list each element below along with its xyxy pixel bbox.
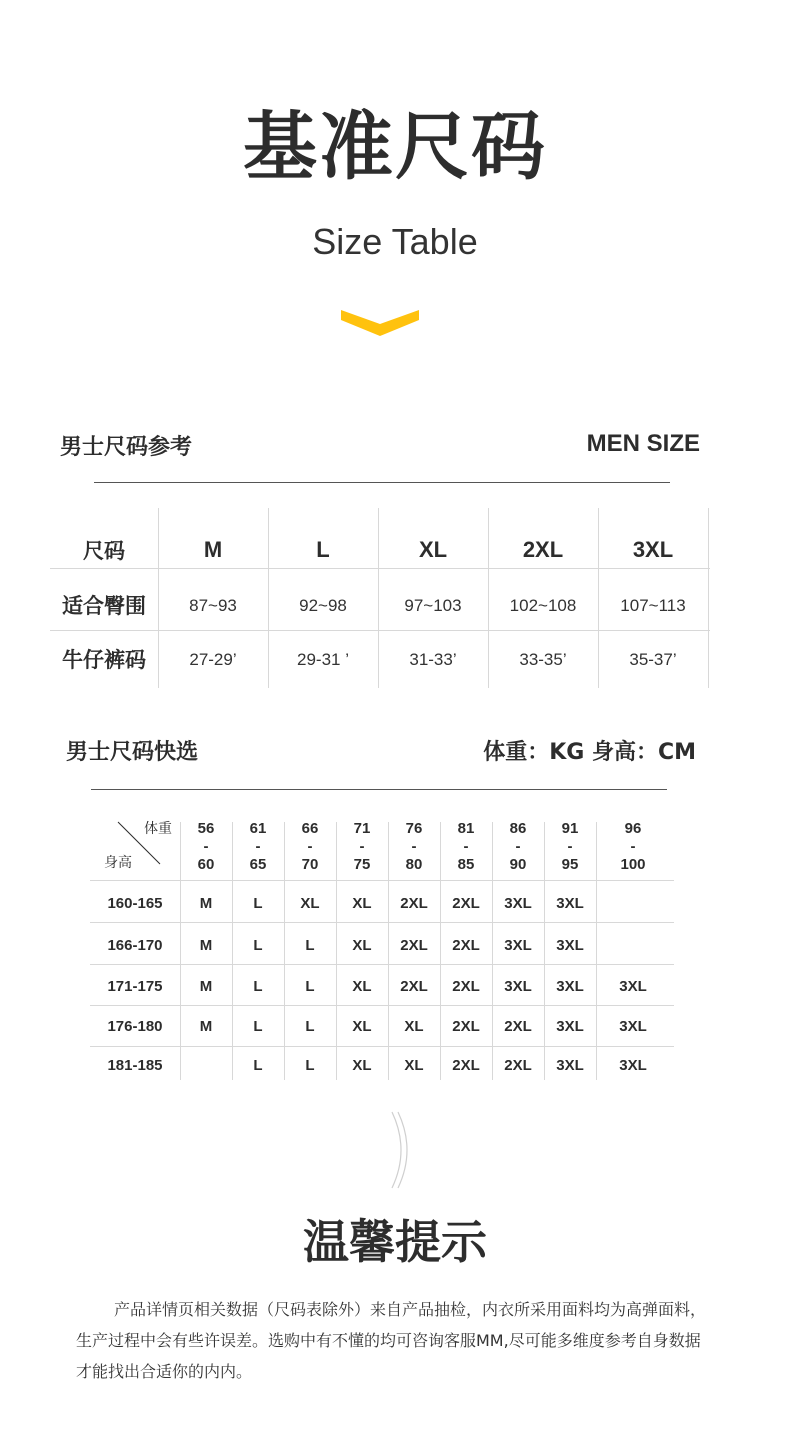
size-recommendation: L <box>253 894 263 912</box>
weight-range-part: 61 <box>249 820 267 837</box>
size-recommendation: 3XL <box>556 1056 584 1074</box>
size-recommendation: XL <box>352 894 372 912</box>
weight-range-part: 86 <box>509 820 527 837</box>
size-recommendation: 2XL <box>504 1017 532 1035</box>
size-value: 33-35’ <box>519 650 567 669</box>
weight-range-header <box>232 820 284 884</box>
size-recommendation: XL <box>352 1017 372 1035</box>
weight-range-part: 71 <box>353 820 371 837</box>
height-range-label: 171-175 <box>107 977 163 995</box>
weight-range-part: - <box>463 838 469 855</box>
weight-range-part: 81 <box>457 820 475 837</box>
size-value: 31-33’ <box>409 650 457 669</box>
chevron-down-icon <box>341 306 419 338</box>
size-recommendation <box>596 924 670 966</box>
weight-range-part: - <box>307 838 313 855</box>
quick-select-table <box>90 816 680 1084</box>
size-recommendation: 3XL <box>504 894 532 912</box>
weight-range-part: - <box>255 838 261 855</box>
size-recommendation: 2XL <box>504 1056 532 1074</box>
size-header: XL <box>418 537 448 562</box>
weight-range-part: 65 <box>249 856 267 873</box>
size-recommendation: L <box>305 977 315 995</box>
size-recommendation: M <box>199 977 213 995</box>
weight-range-header <box>180 820 232 884</box>
size-recommendation: 2XL <box>452 894 480 912</box>
size-recommendation: 3XL <box>619 1017 647 1035</box>
size-recommendation: L <box>253 977 263 995</box>
size-recommendation <box>180 1046 232 1084</box>
size-recommendation: 3XL <box>556 936 584 954</box>
weight-range-part: 91 <box>561 820 579 837</box>
row-label-hip: 适合臀围 <box>62 594 146 618</box>
size-recommendation: 2XL <box>452 977 480 995</box>
weight-range-part: 80 <box>405 856 423 873</box>
section-divider <box>91 789 667 790</box>
bracket-ornament <box>388 1110 418 1190</box>
weight-range-part: - <box>567 838 573 855</box>
section-divider <box>94 482 670 483</box>
weight-range-part: 85 <box>457 856 475 873</box>
weight-range-header <box>388 820 440 884</box>
size-recommendation: 3XL <box>556 894 584 912</box>
size-header: 3XL <box>632 537 674 562</box>
corner-height-label: 身高 <box>104 855 132 871</box>
weight-range-header <box>544 820 596 884</box>
weight-range-header <box>284 820 336 884</box>
weight-range-part: - <box>203 838 209 855</box>
size-value: 35-37’ <box>629 650 677 669</box>
size-value: 97~103 <box>404 596 462 615</box>
weight-range-part: 100 <box>620 856 646 873</box>
size-recommendation: L <box>253 936 263 954</box>
size-recommendation: 3XL <box>619 977 647 995</box>
size-recommendation: 2XL <box>452 1056 480 1074</box>
size-recommendation: 3XL <box>504 936 532 954</box>
size-recommendation: XL <box>300 894 320 912</box>
weight-range-part: 76 <box>405 820 423 837</box>
size-value: 29-31 ’ <box>297 650 349 669</box>
size-value: 87~93 <box>189 596 237 615</box>
height-range-label: 166-170 <box>107 936 163 954</box>
size-recommendation: L <box>305 936 315 954</box>
weight-range-part: 56 <box>197 820 215 837</box>
size-header-label: 尺码 <box>83 539 125 563</box>
men-size-table <box>50 508 710 688</box>
corner-diagonal <box>116 820 164 868</box>
tips-text: 产品详情页相关数据（尺码表除外）来自产品抽检，内衣所采用面料均为高弹面料，生产过程中会有些许误差。选购中有不懂的均可咨询客服MM,尽可能多维度参考自身数据才能找出合适你的内内。 <box>76 1300 707 1381</box>
size-recommendation: 2XL <box>400 977 428 995</box>
size-recommendation: M <box>199 894 213 912</box>
size-recommendation: 3XL <box>556 1017 584 1035</box>
size-value: 27-29’ <box>189 650 237 669</box>
size-recommendation: L <box>305 1056 315 1074</box>
size-value: 107~113 <box>620 596 686 615</box>
weight-range-part: - <box>359 838 365 855</box>
quick-select-units: 体重：KG 身高：CM <box>483 740 696 765</box>
size-recommendation: 3XL <box>556 977 584 995</box>
size-recommendation: L <box>253 1017 263 1035</box>
weight-range-part: 70 <box>301 856 319 873</box>
weight-range-part: 75 <box>353 856 371 873</box>
size-recommendation: M <box>199 936 213 954</box>
weight-range-header <box>492 820 544 884</box>
size-recommendation: L <box>305 1017 315 1035</box>
size-recommendation: XL <box>404 1056 424 1074</box>
row-label-jeans: 牛仔裤码 <box>62 648 146 672</box>
size-recommendation: 2XL <box>452 936 480 954</box>
weight-range-header <box>596 820 670 884</box>
weight-range-part: 90 <box>509 856 527 873</box>
size-recommendation: M <box>199 1017 213 1035</box>
size-recommendation: 2XL <box>452 1017 480 1035</box>
weight-range-part: 95 <box>561 856 579 873</box>
height-range-label: 160-165 <box>107 894 163 912</box>
size-recommendation: XL <box>404 1017 424 1035</box>
weight-range-part: 60 <box>197 856 215 873</box>
size-recommendation: L <box>253 1056 263 1074</box>
weight-range-header <box>336 820 388 884</box>
weight-range-part: - <box>515 838 521 855</box>
size-value: 92~98 <box>299 596 347 615</box>
size-recommendation: XL <box>352 1056 372 1074</box>
size-header: 2XL <box>522 537 564 562</box>
size-recommendation: XL <box>352 936 372 954</box>
height-range-label: 176-180 <box>107 1017 163 1035</box>
size-value: 102~108 <box>509 596 577 615</box>
size-header: L <box>316 537 330 562</box>
size-recommendation: 2XL <box>400 936 428 954</box>
weight-range-part: 96 <box>624 820 642 837</box>
weight-range-part: - <box>411 838 417 855</box>
weight-range-part: 66 <box>301 820 319 837</box>
page-title: 基准尺码 <box>243 104 547 190</box>
size-recommendation: 3XL <box>504 977 532 995</box>
size-recommendation: XL <box>352 977 372 995</box>
size-recommendation <box>596 882 670 924</box>
size-header: M <box>203 537 223 562</box>
men-size-title-en: MEN SIZE <box>586 430 700 457</box>
size-recommendation: 2XL <box>400 894 428 912</box>
page-subtitle: Size Table <box>312 221 478 262</box>
column-divider <box>708 508 709 688</box>
quick-select-title: 男士尺码快选 <box>66 740 199 765</box>
men-size-title: 男士尺码参考 <box>60 435 193 460</box>
weight-range-part: - <box>630 838 636 855</box>
corner-weight-label: 体重 <box>144 821 172 837</box>
tips-title: 温馨提示 <box>303 1215 487 1269</box>
weight-range-header <box>440 820 492 884</box>
height-range-label: 181-185 <box>107 1056 163 1074</box>
size-recommendation: 3XL <box>619 1056 647 1074</box>
